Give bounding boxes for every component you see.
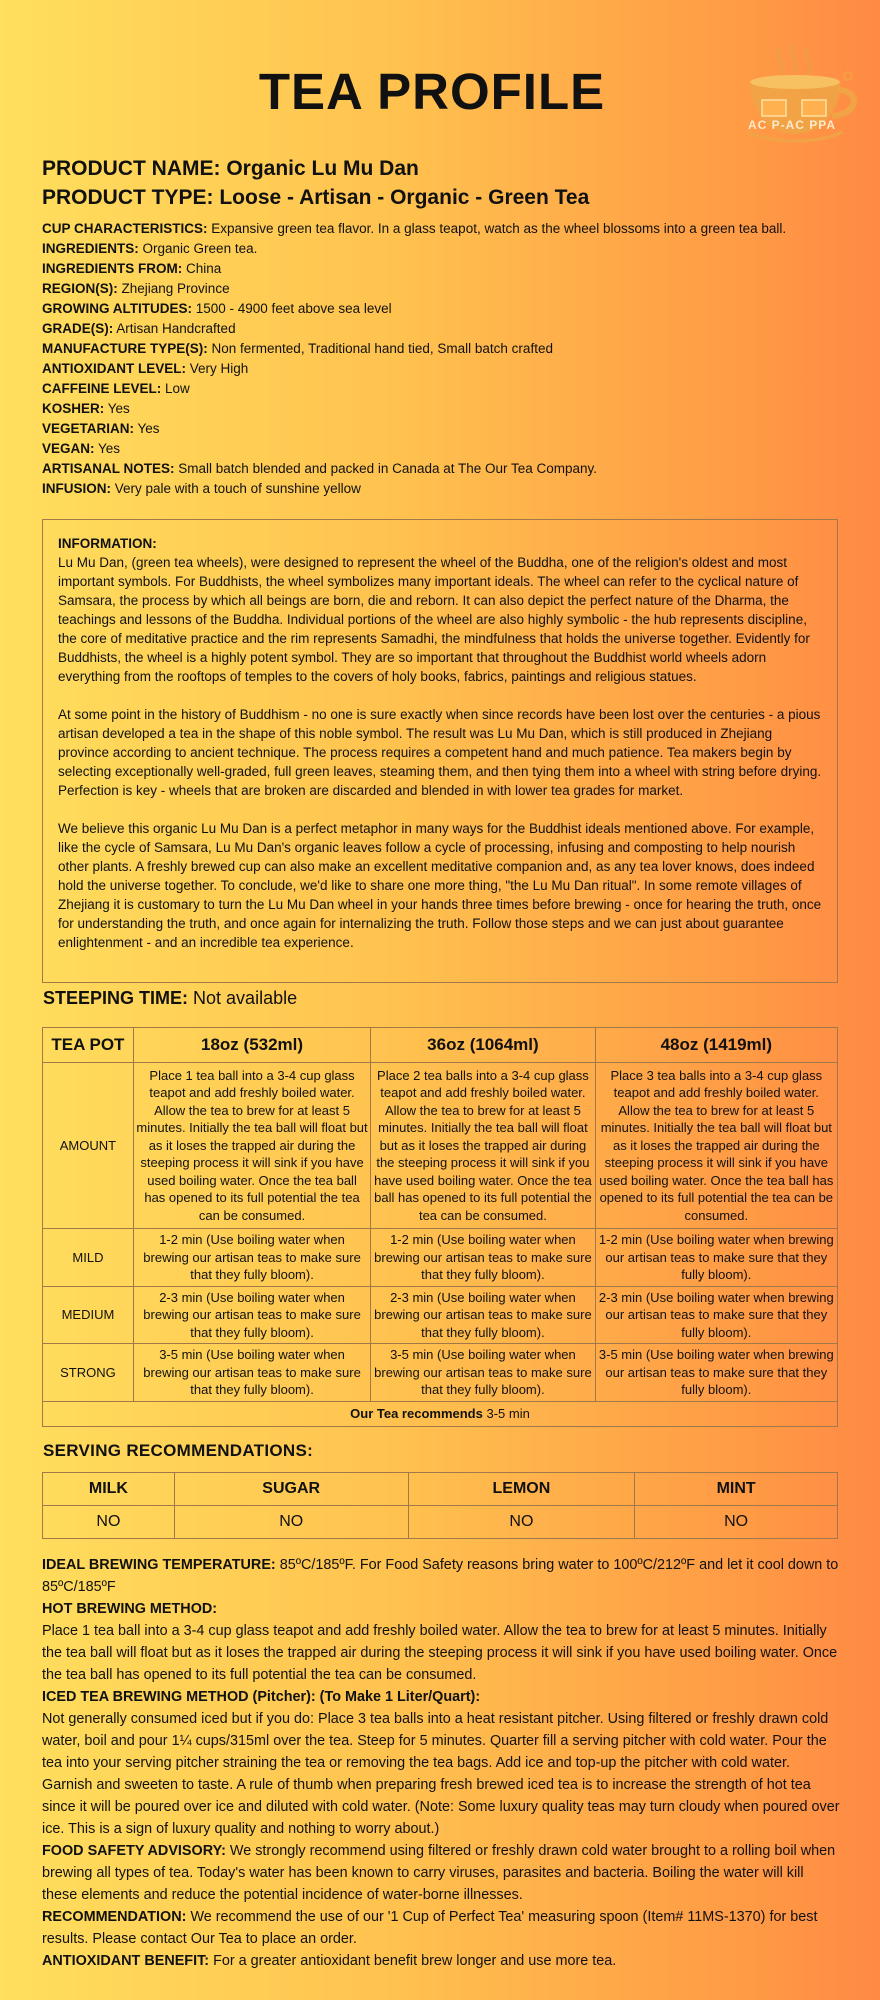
spec-value: Expansive green tea flavor. In a glass teapot, watch as the wheel blossoms into a green tea ball.	[211, 221, 787, 236]
serving-values-row	[43, 1506, 838, 1539]
row-label-amount: AMOUNT	[43, 1063, 134, 1229]
spec-row	[42, 299, 838, 319]
table-row	[43, 1063, 838, 1229]
spec-row	[42, 239, 838, 259]
header-tea-pot: TEA POT	[43, 1028, 134, 1063]
spec-row	[42, 279, 838, 299]
spec-row	[42, 359, 838, 379]
header-18oz: 18oz (532ml)	[133, 1028, 370, 1063]
spec-label: CUP CHARACTERISTICS:	[42, 221, 208, 236]
recommendation-row	[43, 1401, 838, 1426]
note-label: HOT BREWING METHOD:	[42, 1601, 218, 1617]
note-paragraph	[42, 1554, 842, 1598]
spec-label: VEGETARIAN:	[42, 421, 135, 436]
spec-value: Non fermented, Traditional hand tied, Small batch crafted	[211, 341, 553, 356]
product-type: PRODUCT TYPE: Loose - Artisan - Organic - Green Tea	[42, 186, 590, 209]
note-label: ANTIOXIDANT BENEFIT:	[42, 1953, 210, 1969]
spec-value: 1500 - 4900 feet above sea level	[195, 301, 392, 316]
steeping-table	[42, 1027, 838, 1427]
spec-value: Organic Green tea.	[142, 241, 258, 256]
information-box	[42, 519, 838, 983]
steeping-time: STEEPING TIME: Not available	[43, 988, 298, 1008]
spec-value: Low	[165, 381, 190, 396]
value-sugar: NO	[174, 1506, 408, 1539]
row-label-mild: MILD	[43, 1229, 134, 1287]
value-lemon: NO	[408, 1506, 635, 1539]
teacup-logo-icon	[732, 40, 872, 160]
spec-row	[42, 399, 838, 419]
spec-value: Yes	[98, 441, 121, 456]
spec-row	[42, 479, 838, 499]
spec-value: Very High	[189, 361, 249, 376]
product-heading	[42, 154, 838, 212]
spec-label: GRADE(S):	[42, 321, 114, 336]
serving-header-row	[43, 1473, 838, 1506]
spec-value: Yes	[107, 401, 130, 416]
spec-value: Very pale with a touch of sunshine yellow	[114, 481, 361, 496]
spec-label: CAFFEINE LEVEL:	[42, 381, 162, 396]
strong-36oz: 3-5 min (Use boiling water when brewing our artisan teas to make sure that they fully bloom).	[371, 1344, 595, 1402]
header-lemon: LEMON	[408, 1473, 635, 1506]
note-paragraph	[42, 1950, 842, 1972]
spec-label: VEGAN:	[42, 441, 95, 456]
note-paragraph	[42, 1620, 842, 1686]
spec-row	[42, 379, 838, 399]
medium-36oz: 2-3 min (Use boiling water when brewing our artisan teas to make sure that they fully bloom).	[371, 1286, 595, 1344]
brewing-notes	[42, 1554, 842, 1972]
information-paragraph-2: At some point in the history of Buddhism - no one is sure exactly when since records have been lost over the centuries - a pious artisan developed a tea in the shape of this noble symbol. The result was Lu Mu Dan, which is still produced in Zhejiang province according to ancient technique. The process requires a competent hand and much patience. Tea makers begin by selecting exceptionally well-graded, full green leaves, steaming them, and then tying them into a wheel with string before drying. Perfection is key - wheels that are broken are discarded and blended in with lower tea grades for market.	[58, 707, 822, 798]
spec-row	[42, 439, 838, 459]
note-label: FOOD SAFETY ADVISORY:	[42, 1843, 226, 1859]
row-label-medium: MEDIUM	[43, 1286, 134, 1344]
spec-row	[42, 259, 838, 279]
amount-18oz: Place 1 tea ball into a 3-4 cup glass teapot and add freshly boiled water. Allow the tea to brew for at least 5 minutes. Initially the tea ball will float but as it loses the trapped air during the steeping process it will sink if you have used boiling water. Once the tea ball has opened to its full potential the tea can be consumed.	[133, 1063, 370, 1229]
header-36oz: 36oz (1064ml)	[371, 1028, 595, 1063]
spec-label: INGREDIENTS FROM:	[42, 261, 183, 276]
spec-value: Small batch blended and packed in Canada at The Our Tea Company.	[178, 461, 598, 476]
note-paragraph	[42, 1708, 842, 1840]
spec-label: REGION(S):	[42, 281, 118, 296]
mild-18oz: 1-2 min (Use boiling water when brewing our artisan teas to make sure that they fully bloom).	[133, 1229, 370, 1287]
strong-48oz: 3-5 min (Use boiling water when brewing our artisan teas to make sure that they fully bloom).	[595, 1344, 837, 1402]
table-row	[43, 1286, 838, 1344]
page-title: TEA PROFILE	[258, 63, 606, 120]
note-value: Not generally consumed iced but if you do: Place 3 tea balls into a heat resistant pitcher. Using filtered or freshly drawn cold water, boil and pour 1¼ cups/315ml over the tea. Steep for 5 minutes. Quarter fill a serving pitcher with cold water. Pour the tea into your serving pitcher straining the tea or removing the tea bags. Add ice and top-up the pitcher with cold water. Garnish and sweeten to taste. A rule of thumb when preparing fresh brewed iced tea is to increase the strength of hot tea since it will be poured over ice and diluted with cold water. (Note: Some luxury quality teas may turn cloudy when poured over ice. This is a sign of luxury quality and nothing to worry about.)	[42, 1711, 840, 1837]
header-mint: MINT	[635, 1473, 838, 1506]
logo-text: AC P-AC PPA	[747, 118, 837, 132]
spec-label: GROWING ALTITUDES:	[42, 301, 192, 316]
header-sugar: SUGAR	[174, 1473, 408, 1506]
spec-value: Yes	[137, 421, 160, 436]
spec-value: China	[186, 261, 222, 276]
table-row	[43, 1344, 838, 1402]
spec-label: ANTIOXIDANT LEVEL:	[42, 361, 186, 376]
serving-title: SERVING RECOMMENDATIONS:	[43, 1441, 314, 1460]
note-label: RECOMMENDATION:	[42, 1909, 187, 1925]
note-value: Place 1 tea ball into a 3-4 cup glass teapot and add freshly boiled water. Allow the tea to brew for at least 5 minutes. Initially the tea ball will float but as it loses the trapped air during the steeping process it will sink if you have used boiling water. Once the tea ball has opened to its full potential the tea can be consumed.	[42, 1623, 838, 1683]
note-label: ICED TEA BREWING METHOD (Pitcher): (To Make 1 Liter/Quart):	[42, 1689, 481, 1705]
mild-48oz: 1-2 min (Use boiling water when brewing our artisan teas to make sure that they fully bloom).	[595, 1229, 837, 1287]
recommendation-cell: Our Tea recommends 3-5 min	[43, 1401, 838, 1426]
mild-36oz: 1-2 min (Use boiling water when brewing our artisan teas to make sure that they fully bloom).	[371, 1229, 595, 1287]
amount-48oz: Place 3 tea balls into a 3-4 cup glass teapot and add freshly boiled water. Allow the tea to brew for at least 5 minutes. Initially the tea ball will float but as it loses the trapped air during the steeping process it will sink if you have used boiling water. Once the tea ball has opened to its full potential the tea can be consumed.	[595, 1063, 837, 1229]
note-value: 85ºC/185ºF. For Food Safety reasons bring water to 100ºC/212ºF and let it cool down to 85ºC/185ºF	[42, 1557, 839, 1595]
serving-table	[42, 1472, 838, 1539]
spec-row	[42, 419, 838, 439]
spec-row	[42, 339, 838, 359]
medium-18oz: 2-3 min (Use boiling water when brewing our artisan teas to make sure that they fully bloom).	[133, 1286, 370, 1344]
spec-value: Zhejiang Province	[121, 281, 230, 296]
note-value: For a greater antioxidant benefit brew longer and use more tea.	[213, 1953, 617, 1969]
value-mint: NO	[635, 1506, 838, 1539]
spec-row	[42, 459, 838, 479]
strong-18oz: 3-5 min (Use boiling water when brewing our artisan teas to make sure that they fully bloom).	[133, 1344, 370, 1402]
spec-label: MANUFACTURE TYPE(S):	[42, 341, 208, 356]
row-label-strong: STRONG	[43, 1344, 134, 1402]
value-milk: NO	[43, 1506, 175, 1539]
note-paragraph	[42, 1906, 842, 1950]
product-name: PRODUCT NAME: Organic Lu Mu Dan	[42, 157, 419, 180]
note-value: We strongly recommend using filtered or freshly drawn cold water brought to a rolling boil when brewing all types of tea. Today's water has been known to carry viruses, parasites and bacteria. Boiling the water will kill these elements and reduce the potential incidence of water-borne illnesses.	[42, 1843, 836, 1903]
information-heading: INFORMATION:	[58, 536, 157, 551]
spec-label: KOSHER:	[42, 401, 105, 416]
table-row	[43, 1229, 838, 1287]
header-48oz: 48oz (1419ml)	[595, 1028, 837, 1063]
specs-list	[42, 219, 838, 499]
spec-row	[42, 319, 838, 339]
spec-label: ARTISANAL NOTES:	[42, 461, 175, 476]
header-milk: MILK	[43, 1473, 175, 1506]
spec-row	[42, 219, 838, 239]
note-paragraph	[42, 1840, 842, 1906]
information-paragraph-3: We believe this organic Lu Mu Dan is a perfect metaphor in many ways for the Buddhist ideals mentioned above. For example, like the cycle of Samsara, Lu Mu Dan's organic leaves follow a cycle of processing, infusing and composting to help nourish other plants. A freshly brewed cup can also make an excellent meditative companion and, as any tea lover knows, does indeed hold the universe together. To conclude, we'd like to share one more thing, "the Lu Mu Dan ritual". In some remote villages of Zhejiang it is customary to turn the Lu Mu Dan wheel in your hands three times before brewing - once for hearing the truth, once for understanding the truth, and once again for internalizing the truth. Follow those steps and we can just about guarantee enlightenment - and an incredible tea experience.	[58, 821, 822, 950]
spec-value: Artisan Handcrafted	[116, 321, 236, 336]
note-label: IDEAL BREWING TEMPERATURE:	[42, 1557, 276, 1573]
note-paragraph	[42, 1686, 842, 1708]
note-paragraph	[42, 1598, 842, 1620]
note-value: We recommend the use of our '1 Cup of Perfect Tea' measuring spoon (Item# 11MS-1370) for best results. Please contact Our Tea to place an order.	[42, 1909, 818, 1947]
steeping-header-row	[43, 1028, 838, 1063]
amount-36oz: Place 2 tea balls into a 3-4 cup glass teapot and add freshly boiled water. Allow the tea to brew for at least 5 minutes. Initially the tea ball will float but as it loses the trapped air during the steeping process it will sink if you have used boiling water. Once the tea ball has opened to its full potential the tea can be consumed.	[371, 1063, 595, 1229]
information-paragraph-1: Lu Mu Dan, (green tea wheels), were designed to represent the wheel of the Buddha, one of the religion's oldest and most important symbols. For Buddhists, the wheel symbolizes many important ideals. The wheel can refer to the cyclical nature of Samsara, the process by which all beings are born, die and reborn. It can also depict the perfect nature of the Dharma, the teachings and lessons of the Buddha. Individual portions of the wheel are also highly symbolic - the hub represents discipline, the core of meditative practice and the rim represents Samadhi, the mindfulness that holds the universe together. Evidently for Buddhists, the wheel is a highly potent symbol. They are so important that throughout the Buddhist world wheels adorn everything from the rooftops of temples to the covers of holy books, fabrics, paintings and religious statues.	[58, 555, 810, 684]
medium-48oz: 2-3 min (Use boiling water when brewing our artisan teas to make sure that they fully bloom).	[595, 1286, 837, 1344]
spec-label: INGREDIENTS:	[42, 241, 139, 256]
spec-label: INFUSION:	[42, 481, 111, 496]
